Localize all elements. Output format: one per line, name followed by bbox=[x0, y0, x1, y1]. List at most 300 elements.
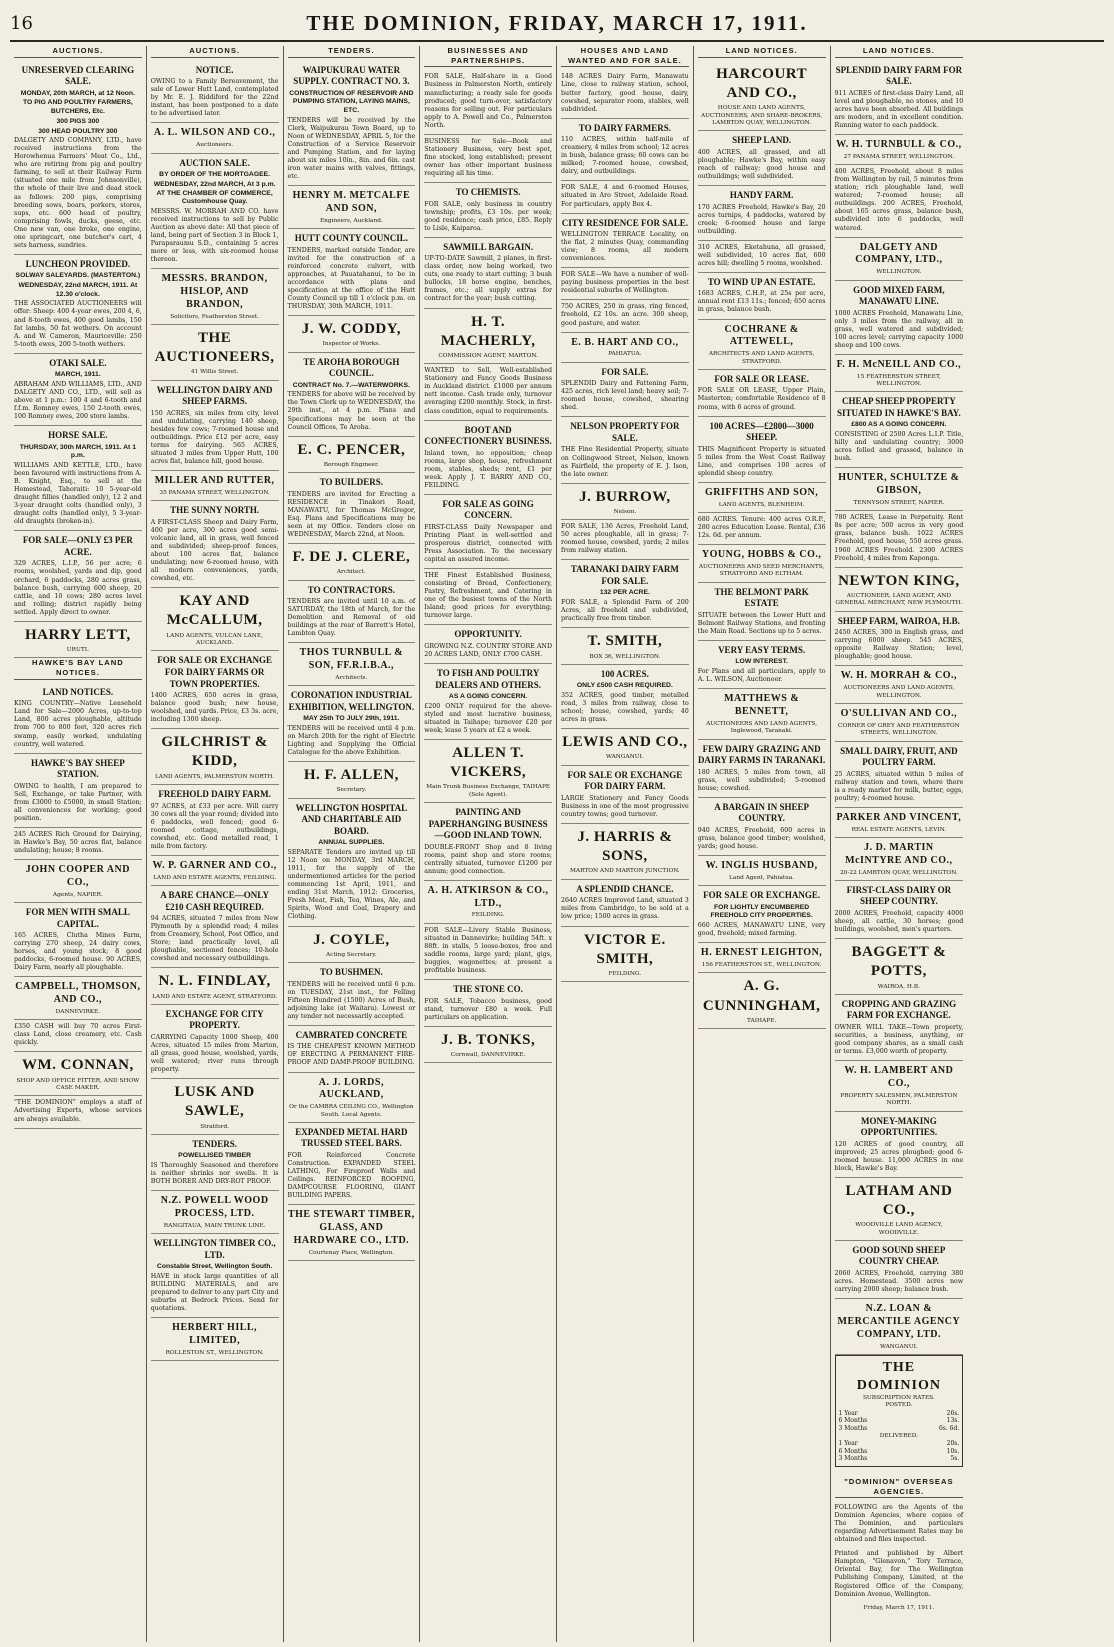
ad-subheading: MONDAY, 20th MARCH, at 12 Noon. bbox=[20, 89, 135, 97]
ad-heading: CHEAP SHEEP PROPERTY SITUATED IN HAWKE'S BAY. bbox=[837, 396, 961, 418]
ad-body: 352 ACRES, good timber, metalled road, 3 miles from railway, close to school; house, cowshed, yards; 40 acres in grass. bbox=[561, 692, 689, 724]
advertisement bbox=[835, 612, 964, 667]
ad-body: FOR SALE OR LEASE, Upper Plain, Masterton; comfortable Residence of 8 rooms, with 6 acres of ground. bbox=[697, 387, 826, 411]
column-6 bbox=[694, 46, 831, 1642]
advertiser-name: E. C. PENCER, bbox=[297, 441, 406, 458]
ad-body: TENDERS are invited until 10 a.m. of SATURDAY, the 18th of March, for the Demolition and Removal of old buildings at the rear of Barrett's Hotel, Lambton Quay. bbox=[287, 598, 416, 638]
advertiser-name: W. H. TURNBULL & CO., bbox=[836, 138, 962, 150]
advertisement bbox=[14, 1096, 142, 1128]
advertisement bbox=[151, 325, 279, 381]
advertiser-name: A. J. LORDS, AUCKLAND, bbox=[318, 1076, 384, 1101]
advertisement bbox=[151, 1318, 279, 1361]
ad-body: 400 ACRES, Freehold, about 8 miles from Wellington by rail, 5 minutes from station; rich ploughable land, well watered; 7-roomed house; all outbuildings. 200 ACRES, Freehold, about 165 acres grass, balance bush, subdivided into 6 paddocks, well watered. bbox=[834, 168, 964, 232]
advertiser-name: F. H. McNEILL AND CO., bbox=[836, 358, 962, 370]
advertiser-address: PROPERTY SALESMEN, PALMERSTON NORTH. bbox=[840, 1092, 958, 1107]
ad-body: 1000 ACRES Freehold, Manawatu Line, only 3 miles from the railway, all in grass, well watered and subdivided; 100 acres level; carrying capacity 1000 sheep and 100 cows. bbox=[834, 309, 964, 349]
advertisement bbox=[561, 333, 689, 363]
ad-body: THE Finest Established Business, consisting of Bread, Confectionery, Pastry, Refreshment, and Catering in one of the busiest towns of the North Island; good prices for everything; turnover large. bbox=[424, 572, 552, 620]
ad-body: OWING to health, I am prepared to Sell, Exchange, or take Partner, with from £3000 to £5000, in small Station; all conveniences for working; good position. bbox=[14, 782, 142, 822]
advertisement bbox=[561, 363, 689, 418]
advertisement bbox=[835, 1061, 964, 1111]
advertisement bbox=[151, 501, 279, 588]
advertisement bbox=[151, 123, 279, 153]
advertiser-address: AUCTIONEERS AND LAND AGENTS, Inglewood, Taranaki. bbox=[706, 720, 818, 735]
advertisement bbox=[835, 704, 964, 742]
advertiser-name: THE STEWART TIMBER, GLASS, AND HARDWARE CO., LTD. bbox=[287, 1209, 415, 1246]
ad-heading: 100 ACRES—£2800—3000 SHEEP. bbox=[709, 420, 814, 443]
advertiser-name: PARKER AND VINCENT, bbox=[836, 811, 962, 823]
advertiser-name: GRIFFITHS AND SON, bbox=[705, 486, 819, 498]
advertisement bbox=[561, 628, 689, 665]
column-1 bbox=[10, 46, 147, 1642]
advertiser-name: W. INGLIS HUSBAND, bbox=[705, 859, 818, 871]
ad-body: 750 ACRES, 250 in grass, ring fenced, freehold, £2 10s. an acre. 300 sheep, good pasture, and water. bbox=[561, 303, 689, 327]
advertiser-name: HENRY M. METCALFE AND SON, bbox=[292, 190, 411, 214]
ad-heading: CAMBRATED CONCRETE bbox=[295, 1029, 408, 1040]
advertisement bbox=[424, 309, 552, 365]
advertiser-name: W. H. MORRAH & CO., bbox=[840, 670, 958, 682]
advertiser-address: Engineers, Auckland. bbox=[319, 217, 383, 224]
subscription-subtitle: SUBSCRIPTION RATES. bbox=[862, 1394, 935, 1401]
advertisement bbox=[698, 545, 826, 583]
ad-heading: FOR SALE. bbox=[601, 366, 649, 377]
advertiser-address: LAND AGENTS, PALMERSTON NORTH. bbox=[154, 773, 275, 780]
ad-heading: WELLINGTON HOSPITAL AND CHARITABLE AID BOARD. bbox=[295, 802, 408, 836]
advertisement bbox=[698, 483, 826, 513]
ad-body: TENDERS, marked outside Tender, are invited for the construction of a reinforced concrete culvert, with approaches, at Pauatahanui, to be in accordance with plans and specification at the office of the Hutt County Council up till 1 o'clock p.m. on THURSDAY, 30th MARCH, 1911. bbox=[287, 246, 416, 311]
advertisement bbox=[561, 417, 689, 483]
ad-heading: TO FISH AND POULTRY DEALERS AND OTHERS. bbox=[435, 667, 542, 690]
advertiser-address: Land Agent, Pahiatua. bbox=[729, 874, 795, 881]
ad-subheading: 132 PER ACRE. bbox=[599, 589, 650, 597]
advertisement bbox=[835, 881, 964, 939]
advertiser-name: W. P. GARNER AND CO., bbox=[152, 859, 277, 871]
ad-body: 1683 ACRES, C.H.P., at 25s per acre, annual rent £13 11s.; fenced; 650 acres in grass, balance bush. bbox=[697, 290, 826, 314]
ad-body: WANTED to Sell, Well-established Stationery and Fancy Goods Business in Auckland district. £1000 per annum nett income. Cash trade only, turnover averaging £200 monthly. Stock, in first-class condition, equal to requirements. bbox=[424, 367, 552, 415]
advertiser-address: 156 FEATHERSTON ST., WELLINGTON. bbox=[701, 961, 822, 968]
masthead bbox=[10, 6, 1104, 42]
advertisement bbox=[14, 1052, 142, 1096]
advertiser-address: AUCTIONEER, LAND AGENT, AND GENERAL MERCHANT, NEW PLYMOUTH. bbox=[835, 592, 963, 607]
advertiser-name: W. H. LAMBERT AND CO., bbox=[844, 1065, 954, 1089]
advertisement bbox=[288, 927, 416, 964]
ad-heading: THE SUNNY NORTH. bbox=[170, 505, 260, 516]
advertisement bbox=[835, 568, 964, 612]
ad-body: IS Thoroughly Seasoned and therefore is neither shrinks nor swells. It is BOTH BORER AND DRY-ROT PROOF. bbox=[150, 1162, 279, 1186]
advertiser-address: Acting Secretary. bbox=[326, 951, 377, 958]
rate-term: 6 Months bbox=[838, 1447, 868, 1455]
advertiser-name: DALGETY AND COMPANY, LTD., bbox=[855, 241, 943, 266]
advertisement bbox=[835, 1178, 964, 1241]
advertisement bbox=[424, 980, 552, 1027]
advertisement bbox=[424, 664, 552, 740]
ad-body: FOR SALE—We have a number of well-paying business properties in the best residential suburbs of Wellington. bbox=[561, 271, 689, 295]
ad-body: 2060 ACRES, Freehold, carrying 380 acres. Homestead. 3500 acres now carrying 2000 sheep; balance bush. bbox=[834, 1269, 964, 1294]
advertiser-address: Solicitors, Featherston Street. bbox=[170, 313, 260, 320]
ad-body: 680 ACRES. Tenure: 400 acres O.R.P., 280 acres Education Lease. Rental, £36 12s. 6d. per annum. bbox=[697, 516, 826, 540]
advertisement bbox=[698, 370, 826, 417]
advertisement bbox=[698, 186, 826, 241]
ad-body: TENDERS will be received by the Clerk, Waipukurau Town Board, up to Noon of WEDNESDAY, APRIL 5, for the Construction of a Service Reservoir and Pumping Station, and for laying about six miles 10in., 8in. and 6in. cast iron water mains with valves, fittings, etc. bbox=[287, 116, 416, 181]
advertisement bbox=[561, 665, 689, 729]
ad-heading: SHEEP FARM, WAIROA, H.B. bbox=[837, 615, 960, 626]
advertisement bbox=[14, 255, 142, 354]
ad-heading: TO CHEMISTS. bbox=[455, 187, 521, 197]
ad-body: BUSINESS for Sale—Book and Stationery Business, very best spot, fine stocked, long established; present owner has other important business requiring all his time. bbox=[424, 137, 552, 177]
advertisement bbox=[14, 61, 142, 255]
advertiser-address: AUCTIONEERS AND LAND AGENTS, WELLINGTON. bbox=[843, 685, 955, 699]
advertisement bbox=[288, 1073, 416, 1123]
advertiser-address: FEILDING. bbox=[471, 912, 505, 919]
advertiser-name: HERBERT HILL, LIMITED, bbox=[172, 1322, 258, 1347]
advertiser-name: J. B. TONKS, bbox=[441, 1031, 536, 1048]
rate-price: 10s. bbox=[946, 1447, 960, 1455]
agencies-heading: "DOMINION" OVERSEAS AGENCIES. bbox=[835, 1477, 964, 1497]
ad-subheading: ANNUAL SUPPLIES. bbox=[318, 839, 385, 847]
advertiser-address: TAIHAPE. bbox=[747, 1017, 777, 1024]
advertisement bbox=[288, 473, 416, 544]
ad-subheading: WEDNESDAY, 22nd MARCH, 1911. At 12.30 o'clock. bbox=[18, 282, 138, 298]
advertisement bbox=[698, 641, 826, 689]
ad-body: 780 ACRES, Lease in Perpetuity. Rent 8s per acre; 500 acres in very good grass, balance bush. 1022 ACRES Freehold, good house, 550 acres grass. 1960 ACRES Freehold. 2300 ACRES Freehold, 4 miles from Kaponga. bbox=[834, 514, 964, 562]
advertisement bbox=[14, 531, 142, 621]
advertisement bbox=[14, 354, 142, 426]
advertisement bbox=[561, 729, 689, 766]
rate-price: 13s. bbox=[946, 1417, 960, 1425]
advertisement bbox=[835, 135, 964, 165]
advertiser-name: KAY AND McCALLUM, bbox=[166, 593, 263, 629]
advertisement bbox=[561, 766, 689, 824]
ad-heading: A BARGAIN IN SHEEP COUNTRY. bbox=[714, 801, 810, 824]
ad-body: 110 ACRES, within half-mile of creamery, 4 miles from school; 12 acres in bush, balance grass; 60 cows can be milked; 7-roomed house, cowshed, dairy, and outbuildings. bbox=[561, 136, 689, 176]
advertiser-address: 41 Willis Street. bbox=[190, 369, 239, 376]
advertisement bbox=[835, 1112, 964, 1178]
advertisement bbox=[14, 426, 142, 531]
advertiser-name: BAGGETT & POTTS, bbox=[851, 944, 947, 980]
advertiser-name: J. BURROW, bbox=[579, 488, 671, 505]
advertisement bbox=[288, 686, 416, 762]
ad-heading: A BARE CHANCE—ONLY £210 CASH REQUIRED. bbox=[160, 890, 269, 912]
ad-heading: EXCHANGE FOR CITY PROPERTY. bbox=[165, 1008, 264, 1031]
advertiser-address: DANNEVIRKE. bbox=[55, 1008, 101, 1015]
advertisement bbox=[288, 799, 416, 927]
ad-body: FOR SALE, 136 Acres, Freehold Land, 50 acres ploughable, all in grass; 7-roomed house, cowshed, yards; 2 miles from railway station. bbox=[561, 523, 689, 555]
advertisement bbox=[835, 511, 964, 567]
advertiser-name: J. W. CODDY, bbox=[301, 321, 401, 338]
ad-body: THE ASSOCIATED AUCTIONEERS will offer: Sheep: 400 4-year ewes, 200 4, 6, and 8-tooth ewes, 400 good lambs, 150 fat lambs, 50 fat wethers. On account A. and W. Cameron, Mauriceville: 250 5-tooth ewes, 200 5-tooth wethers. bbox=[14, 300, 142, 348]
ad-heading: EXPANDED METAL HARD TRUSSED STEEL BARS. bbox=[295, 1126, 408, 1149]
ad-body: 2000 ACRES, Freehold, capacity 4000 sheep, all cattle, 30 horses; good buildings, woolshed, men's quarters. bbox=[834, 910, 964, 934]
ad-body: £200 ONLY required for the above-styled and most lucrative business, situated in Taihape; turnover £20 per week; lease 5 years at £2 a week. bbox=[424, 702, 552, 734]
advertisement bbox=[288, 186, 416, 229]
ad-body: SITUATE between the Lower Hutt and Belmont Railway Stations, and fronting the Main Road. Sections up to 5 acres. bbox=[697, 611, 826, 635]
ad-heading: TE AROHA BOROUGH COUNCIL. bbox=[303, 356, 400, 379]
rate-row bbox=[839, 1448, 960, 1456]
ad-body: 1400 ACRES, 650 acres in grass, balance good bush; new house, woolshed, and yards. Price, £3 3s. acre, including 1300 sheep. bbox=[150, 692, 279, 724]
advertiser-name: H. T. MACHERLY, bbox=[440, 313, 536, 349]
ad-heading: WAIPUKURAU WATER SUPPLY. CONTRACT NO. 3. bbox=[293, 64, 410, 87]
ad-body: 165 ACRES, Clutha Mines Farm, carrying 270 sheep, 24 dairy cows, horses, and young stock; 8 good paddocks, 6-roomed house. 90 ACRES, Dairy Farm, nearly all ploughable. bbox=[14, 932, 142, 972]
rate-row bbox=[839, 1417, 960, 1425]
advertisement bbox=[698, 856, 826, 886]
advertisement bbox=[835, 61, 964, 135]
ad-subheading: SOLWAY SALEYARDS. (MASTERTON.) bbox=[15, 272, 141, 280]
rate-term: 1 Year bbox=[838, 1409, 858, 1417]
ad-heading: FOR SALE—ONLY £3 PER ACRE. bbox=[22, 535, 133, 557]
advertisement bbox=[14, 903, 142, 977]
ad-subheading: LOW INTEREST. bbox=[735, 658, 788, 666]
rate-term: 6 Months bbox=[838, 1417, 868, 1425]
ad-heading: TO DAIRY FARMERS. bbox=[578, 122, 672, 133]
ad-heading: FREEHOLD DAIRY FARM. bbox=[158, 789, 271, 799]
advertisement bbox=[698, 943, 826, 973]
ad-heading: HAWKE'S BAY SHEEP STATION. bbox=[30, 757, 125, 780]
advertiser-name: CAMPBELL, THOMSON, AND CO., bbox=[15, 981, 141, 1006]
ad-heading: CORONATION INDUSTRIAL EXHIBITION, WELLINGTON. bbox=[288, 690, 415, 712]
advertisement bbox=[288, 581, 416, 644]
advertiser-name: N. L. FINDLAY, bbox=[158, 973, 271, 990]
ad-subheading: WEDNESDAY, 22nd MARCH, At 3 p.m. AT THE CHAMBER OF COMMERCE, Customhouse Quay. bbox=[153, 180, 276, 206]
ad-body: WILLIAMS AND KETTLE, LTD., have been favoured with instructions from A. B. Knight, Esq., to sell at the Homestead, Tahoraiti: 10 5-year-old draught fillies (handled only), 12 2 and 3-year draught colts (handled only), 3 draught colts (handled only), 5 3-year-old draughts (broken-in). bbox=[14, 462, 142, 526]
advertiser-address: WELLINGTON. bbox=[876, 269, 922, 276]
advertisement bbox=[288, 229, 416, 316]
ad-body: LARGE Stationery and Fancy Goods Business in one of the most progressive country towns; good turnover. bbox=[561, 794, 689, 819]
imprint-date: Friday, March 17, 1911. bbox=[863, 1604, 935, 1611]
advertiser-address: HOUSE AND LAND AGENTS, AUCTIONEERS, AND SHARE-BROKERS, LAMBTON QUAY, WELLINGTON. bbox=[700, 105, 823, 126]
advertiser-address: WOODVILLE LAND AGENCY, WOODVILLE. bbox=[855, 1222, 943, 1236]
advertisement bbox=[424, 495, 552, 569]
advertisement bbox=[288, 61, 416, 186]
column-header: BUSINESSES AND PARTNERSHIPS. bbox=[424, 46, 552, 67]
ad-body: WELLINGTON TERRACE Locality, on the flat, 2 minutes Quay, commanding view; 8 rooms, all modern conveniences. bbox=[561, 231, 689, 263]
advertiser-name: ALLEN T. VICKERS, bbox=[450, 744, 527, 781]
ad-heading: THE BELMONT PARK ESTATE bbox=[714, 586, 809, 609]
advertisement bbox=[698, 798, 826, 856]
ad-heading: WELLINGTON TIMBER CO., LTD. bbox=[153, 1238, 276, 1260]
rate-term: 3 Months bbox=[838, 1455, 868, 1463]
advertisement bbox=[424, 803, 552, 881]
advertiser-address: Auctioneers. bbox=[196, 142, 234, 149]
advertisement bbox=[151, 154, 279, 270]
ad-heading: HUTT COUNTY COUNCIL. bbox=[294, 233, 408, 244]
advertiser-address: CORNER OF GREY AND FEATHERSTON STREETS, WELLINGTON. bbox=[838, 722, 960, 737]
imprint: Printed and published by Albert Hampton, "Glenavon," Tory Terrace, Oriental Bay, for The Wellington Publishing Company, Limited, at the Registered Office of the Company, Dominion Avenue, Wellington. bbox=[834, 1550, 964, 1598]
advertiser-address: PAHIATUA. bbox=[608, 351, 642, 358]
advertiser-address: Cornwall, DANNEVIRKE. bbox=[450, 1051, 526, 1058]
advertiser-name: A. H. ATKIRSON & CO., LTD., bbox=[427, 884, 549, 909]
advertisement bbox=[424, 740, 552, 803]
column-header: HAWKE'S BAY LAND NOTICES. bbox=[14, 658, 142, 679]
advertiser-address: MARTON AND MARTON JUNCTION. bbox=[569, 868, 680, 875]
ad-body: UP-TO-DATE Sawmill, 2 planes, in first-class order, now being worked, two cuts, one ready to start cutting; 3 bush bullocks, 18 horse engine, benches, frames, etc.; all supply extras for contract for the year; bush cutting. bbox=[424, 255, 552, 303]
advertisement bbox=[288, 316, 416, 353]
ad-heading: FOR SALE OR EXCHANGE FOR DAIRY FARMS OR TOWN PROPERTIES. bbox=[157, 655, 272, 689]
advertisement bbox=[835, 165, 964, 237]
advertisement bbox=[424, 135, 552, 183]
ad-heading: GOOD MIXED FARM, MANAWATU LINE. bbox=[853, 284, 945, 307]
advertisement bbox=[835, 281, 964, 355]
advertisement bbox=[424, 364, 552, 420]
ad-heading: FIRST-CLASS DAIRY OR SHEEP COUNTRY. bbox=[846, 884, 952, 907]
ad-body: 911 ACRES of first-class Dairy Land, all level and ploughable, no stones, and 10 acres have been absorbed. All buildings are modern, and in excellent condition. Running water to each paddock. bbox=[834, 89, 964, 129]
ad-subheading: 300 HEAD POULTRY 300 bbox=[38, 127, 118, 135]
ad-heading: SHEEP LAND. bbox=[732, 135, 792, 146]
advertiser-address: Inspector of Works. bbox=[322, 341, 381, 348]
advertisement bbox=[14, 754, 142, 828]
ad-body: 170 ACRES Freehold, Hawke's Bay, 20 acres turnips, 4 paddocks, watered by creek; 6-roomed house and large outbuilding. bbox=[697, 203, 826, 235]
advertisement bbox=[561, 214, 689, 269]
column-header: TENDERS. bbox=[288, 46, 416, 58]
advertisement bbox=[151, 1234, 279, 1318]
advertiser-address: ROLLESTON ST., WELLINGTON. bbox=[165, 1349, 264, 1356]
advertisement bbox=[151, 968, 279, 1005]
advertisement bbox=[288, 963, 416, 1026]
ad-subheading: MAY 25th TO JULY 29th, 1911. bbox=[303, 715, 400, 723]
ad-body: Inland town, no opposition; cheap rooms, large shop, house, refreshment room, stables, sheds; rent, £1 per week. Apply J. T. BARRY AND CO., FEILDING. bbox=[424, 449, 552, 489]
ad-body: FOR SALE—Livery Stable Business, situated in Dannevirke; building 54ft. x 88ft. in stalls, 5 loose-boxes, free and saddle rooms, large yard; plant, gigs, buggies, wagonettes; at present a profitable business. bbox=[424, 926, 552, 975]
advertiser-address: SHOP AND OFFICE FITTER, AND SHOW CASE MAKER. bbox=[16, 1077, 140, 1091]
ad-heading: TO BUILDERS. bbox=[319, 477, 384, 488]
advertisement bbox=[288, 544, 416, 581]
ad-body: CONSISTING of 2500 Acres L.I.P. Title, hilly and undulating country; 3000 acres felled and grassed, balance in bush. bbox=[834, 431, 964, 463]
ad-subheading: POWELLISED TIMBER bbox=[178, 1152, 252, 1160]
advertisement bbox=[14, 977, 142, 1020]
ad-heading: A SPLENDID CHANCE. bbox=[576, 883, 674, 894]
ad-heading: CROPPING AND GRAZING FARM FOR EXCHANGE. bbox=[841, 998, 957, 1021]
column-4 bbox=[420, 46, 557, 1642]
advertisement bbox=[288, 643, 416, 686]
ad-heading: 100 ACRES. bbox=[600, 668, 649, 679]
advertisement bbox=[14, 828, 142, 860]
advertiser-name: A. L. WILSON AND CO., bbox=[153, 127, 276, 139]
rate-row bbox=[839, 1455, 960, 1463]
advertiser-name: LATHAM AND CO., bbox=[845, 1182, 953, 1218]
ad-body: OWING to a Family Bereavement, the sale of Lower Hutt Land, contemplated by Mr. E. J. Riddiford for the 22nd instant, has been postponed to a date to be advertised later. bbox=[150, 78, 279, 118]
ad-heading: SAWMILL BARGAIN. bbox=[443, 241, 534, 252]
ad-body: 245 ACRES Rich Ground for Dairying, in Hawke's Bay, 50 acres flat, balance undulating; house; 8 rooms. bbox=[14, 830, 142, 854]
ad-heading: MONEY-MAKING OPPORTUNITIES. bbox=[860, 1115, 938, 1138]
advertiser-name: HARCOURT AND CO., bbox=[716, 65, 808, 101]
advertiser-name: HARRY LETT, bbox=[24, 626, 131, 643]
advertiser-name: N.Z. LOAN & MERCANTILE AGENCY COMPANY, LTD. bbox=[837, 1303, 961, 1340]
advertiser-name: GILCHRIST & KIDD, bbox=[161, 734, 268, 770]
ad-body: 150 ACRES, six miles from city, level and undulating, carrying 140 sheep, besides few cows; 7-roomed house and outbuildings. Price £12 per acre, easy terms for dairying. 565 ACRES, situated 3 miles from Upper Hutt, 100 acres flat, balance hill, good house. bbox=[150, 409, 279, 466]
ad-heading: AUCTION SALE. bbox=[179, 157, 250, 168]
ad-subheading: CONTRACT No. 7.—WATERWORKS. bbox=[292, 381, 410, 389]
ad-body: FOR SALE, 4 and 6-roomed Houses, situated in Aro Street, Adelaide Road. For particulars, apply Box 4. bbox=[561, 184, 689, 208]
ad-heading: CITY RESIDENCE FOR SALE. bbox=[561, 217, 688, 228]
advertisement bbox=[835, 392, 964, 468]
ad-subheading: 300 PIGS 300 bbox=[56, 117, 100, 125]
advertisement bbox=[561, 560, 689, 628]
advertisement bbox=[698, 886, 826, 943]
ad-heading: FOR SALE AS GOING CONCERN. bbox=[442, 498, 534, 521]
advertisement bbox=[698, 740, 826, 798]
ad-subheading: AS A GOING CONCERN. bbox=[448, 693, 528, 701]
ad-body: HAVE in stock large quantities of all BUILDING MATERIALS, and are prepared to deliver to any part City and suburbs at Bedrock Prices. Send for quotations. bbox=[150, 1273, 279, 1313]
ad-body: FOR Reinforced Concrete Construction. EXPANDED STEEL LATHING, For Fireproof Walls and Ceilings. REINFORCED ROOFING, DAMPCOURSE FLOORING, GIANT BUILDING PAPERS. bbox=[287, 1151, 416, 1200]
advertiser-name: LUSK AND SAWLE, bbox=[174, 1084, 255, 1120]
rate-term: 3 Months bbox=[838, 1424, 868, 1432]
advertiser-address: Architects. bbox=[335, 674, 368, 681]
advertiser-address: Main Trunk Business Exchange, TAIHAPE (Sole Agent). bbox=[426, 784, 551, 798]
ad-heading: WELLINGTON DAIRY AND SHEEP FARMS. bbox=[156, 384, 273, 407]
advertisement bbox=[561, 268, 689, 300]
ad-heading: BOOT AND CONFECTIONERY BUSINESS. bbox=[424, 424, 552, 447]
advertiser-address: Or the CAMBRA CEILING CO., Wellington South. Local Agents. bbox=[289, 1104, 414, 1118]
ad-heading: TARANAKI DAIRY FARM FOR SALE. bbox=[570, 564, 679, 586]
rate-row bbox=[839, 1410, 960, 1418]
advertisement bbox=[561, 484, 689, 521]
advertiser-name: MILLER AND RUTTER, bbox=[154, 475, 275, 487]
ad-heading: TENDERS. bbox=[192, 1138, 237, 1149]
ad-heading: OTAKI SALE. bbox=[49, 357, 107, 368]
ad-body: OWNER WILL TAKE—Town property, securities, a business, anything, or good company shares, as a small cash or terms. £3,000 worth of property. bbox=[834, 1023, 964, 1056]
advertiser-name: LEWIS AND CO., bbox=[562, 734, 688, 751]
column-5 bbox=[557, 46, 694, 1642]
advertisement bbox=[14, 1020, 142, 1052]
advertiser-address: 15 FEATHERSTON STREET, WELLINGTON. bbox=[856, 373, 941, 388]
advertisement bbox=[151, 471, 279, 501]
ad-heading: OPPORTUNITY. bbox=[454, 629, 522, 640]
advertiser-name: N.Z. POWELL WOOD PROCESS, LTD. bbox=[160, 1195, 269, 1220]
column-2 bbox=[147, 46, 284, 1642]
column-header: LAND NOTICES. bbox=[698, 46, 826, 58]
advertisement bbox=[698, 320, 826, 370]
advertisement bbox=[288, 1026, 416, 1073]
rate-term: 1 Year bbox=[838, 1439, 858, 1447]
subscription-title: THE DOMINION bbox=[856, 1359, 941, 1393]
advertiser-address: COMMISSION AGENT, MARTON. bbox=[438, 352, 538, 359]
ad-body: 329 ACRES, L.I.P., 56 per acre; 6 rooms, woolshed, yards and dip, good orchard, 6 paddocks, 280 acres grass, balance bush, carrying 600 sheep, 20 cattle, and 10 cows; 280 acres level and rolling; district rapidly being settled. Apply direct to owner. bbox=[14, 560, 142, 616]
advertisement bbox=[151, 1079, 279, 1135]
advertiser-address: 35 PANAMA STREET, WELLINGTON. bbox=[159, 490, 270, 496]
advertisement bbox=[151, 785, 279, 856]
advertisement bbox=[14, 860, 142, 903]
advertiser-name: WM. CONNAN, bbox=[22, 1057, 134, 1074]
masthead-title: THE DOMINION, FRIDAY, MARCH 17, 1911. bbox=[306, 10, 808, 35]
advertisement bbox=[835, 1299, 964, 1355]
ad-body: IS THE CHEAPEST KNOWN METHOD OF ERECTING A PERMANENT FIRE-PROOF AND DAMP-PROOF BUILDING. bbox=[287, 1043, 416, 1067]
advertiser-address: FEILDING. bbox=[608, 970, 642, 977]
ad-subheading: Constable Street, Wellington South. bbox=[156, 1263, 273, 1271]
advertisement bbox=[561, 824, 689, 880]
ad-body: THIS Magnificent Property is situated 5 miles from the West Coast Railway Line, and comprises 100 acres of splendid sheep country. bbox=[697, 445, 826, 477]
advertisement bbox=[561, 181, 689, 213]
advertiser-address: Borough Engineer. bbox=[323, 461, 379, 468]
ad-heading: SPLENDID DAIRY FARM FOR SALE. bbox=[835, 64, 963, 87]
column-7 bbox=[831, 46, 968, 1642]
advertiser-name: H. ERNEST LEIGHTON, bbox=[700, 947, 823, 959]
advertiser-address: WANGANUI. bbox=[879, 1343, 918, 1350]
advertiser-address: LAND AND ESTATE AGENT, STRATFORD. bbox=[152, 993, 278, 1000]
advertiser-address: LAND AND ESTATE AGENTS, FEILDING. bbox=[153, 874, 277, 881]
advertisement bbox=[561, 70, 689, 118]
ad-heading: TO BUSHMEN. bbox=[319, 967, 383, 978]
ad-body: DOUBLE-FRONT Shop and 8 living rooms, paint shop and store rooms; centrally situated, turnover £1200 per annum; good connection. bbox=[424, 843, 552, 875]
ad-body: 310 ACRES, Eketahuna, all grassed, well subdivided, 10 acres flat, 600 acres hill; dwelling 5 rooms, woolshed. bbox=[697, 243, 826, 267]
advertisement bbox=[151, 651, 279, 729]
rate-price: 5s. bbox=[950, 1455, 960, 1463]
ad-body: 94 ACRES, situated 7 miles from New Plymouth by a splendid road; 4 miles from Creamery, School, Post Office, and Store; land practically level, all ploughable, sectioned fences; 10-hole cowshed and necessary outbuildings. bbox=[150, 915, 279, 963]
advertisement bbox=[151, 1135, 279, 1191]
ad-body: SPLENDID Dairy and Fattening Farm, 425 acres, rich level land; heavy soil; 7-roomed house, cowshed, shearing shed. bbox=[561, 380, 689, 412]
advertisement bbox=[288, 437, 416, 474]
column-header: LAND NOTICES. bbox=[835, 46, 964, 58]
ad-heading: GOOD SOUND SHEEP COUNTRY CHEAP. bbox=[852, 1244, 946, 1267]
advertisement bbox=[14, 622, 142, 659]
advertisement bbox=[698, 417, 826, 483]
